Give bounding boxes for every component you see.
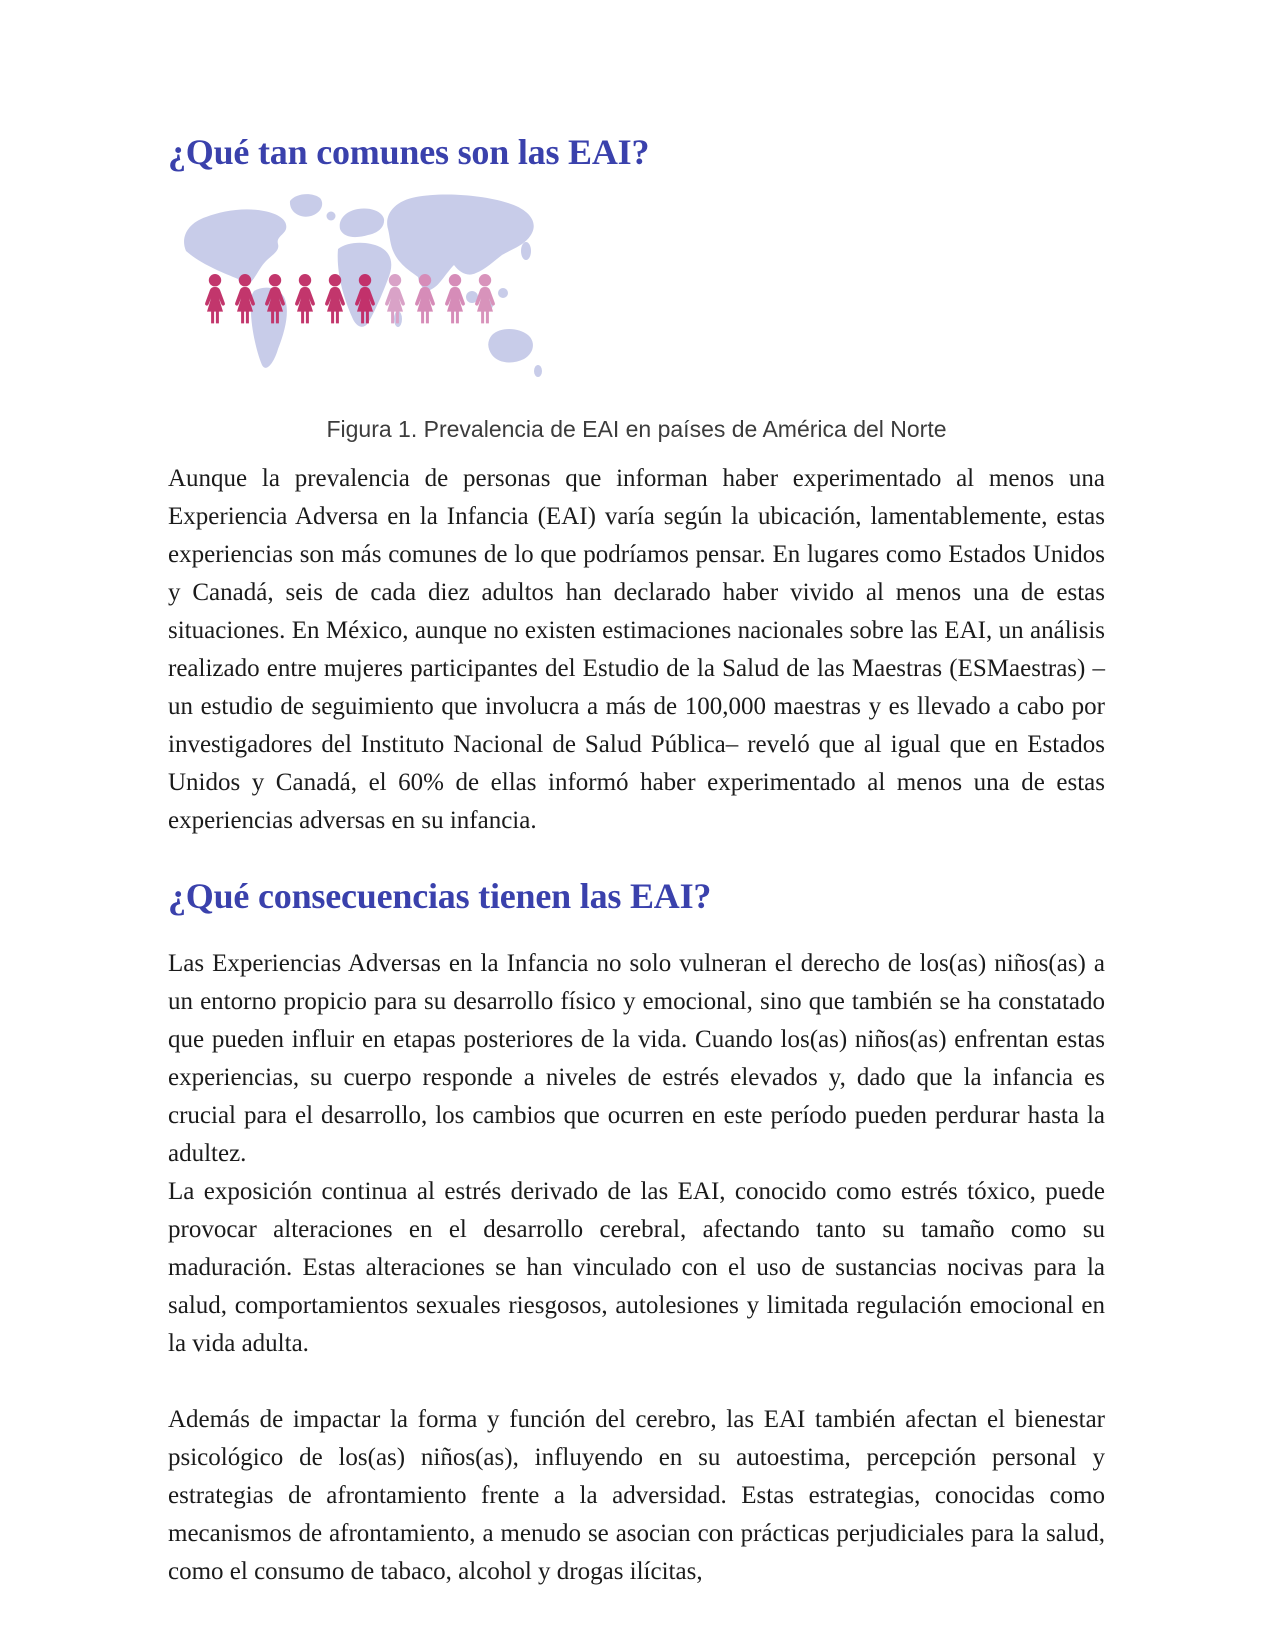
section2-heading: ¿Qué consecuencias tienen las EAI? (168, 876, 712, 916)
figure-1 (172, 189, 552, 389)
body-paragraph: Las Experiencias Adversas en la Infancia no solo vulneran el derecho de los(as) niños(as) a un entorno propicio para su desarrollo físico y emocional, sino que también se ha constatado que pueden influir en etapas posteriores de la vida. Cuando los(as) niños(as) enfrentan estas experiencias, su cuerpo responde a niveles de estrés elevados y, dado que la infancia es crucial para el desarrollo, los cambios que ocurren en este período pueden perdurar hasta la adultez. (168, 950, 1105, 1167)
prevalence-infographic (172, 189, 552, 389)
female-person-icon (205, 274, 225, 323)
section1-heading: ¿Qué tan comunes son las EAI? (168, 132, 650, 172)
body-paragraph: La exposición continua al estrés derivado de las EAI, conocido como estrés tóxico, puede provocar alteraciones en el desarrollo cerebral, afectando tanto su tamaño como su maduración. Estas alteraciones se han vinculado con el uso de sustancias nocivas para la salud, comportamientos sexuales riesgosos, autolesiones y limitada regulación emocional en la vida adulta. (168, 1178, 1105, 1357)
female-person-icon (445, 274, 465, 323)
female-person-icon (295, 274, 315, 323)
figure-caption: Figura 1. Prevalencia de EAI en países de América del Norte (326, 416, 947, 442)
female-person-icon (475, 274, 495, 323)
body-paragraph: Aunque la prevalencia de personas que informan haber experimentado al menos una Experiencia Adversa en la Infancia (EAI) varía según la ubicación, lamentablemente, estas experiencias son más comunes de lo que podríamos pensar. En lugares como Estados Unidos y Canadá, seis de cada diez adultos han declarado haber vivido al menos una de estas situaciones. En México, aunque no existen estimaciones nacionales sobre las EAI, un análisis realizado entre mujeres participantes del Estudio de la Salud de las Maestras (ESMaestras) –un estudio de seguimiento que involucra a más de 100,000 maestras y es llevado a cabo por investigadores del Instituto Nacional de Salud Pública– reveló que al igual que en Estados Unidos y Canadá, el 60% de ellas informó haber experimentado al menos una de estas experiencias adversas en su infancia. (168, 465, 1105, 834)
body-paragraph: Además de impactar la forma y función del cerebro, las EAI también afectan el bienestar psicológico de los(as) niños(as), influyendo en su autoestima, percepción personal y estrategias de afrontamiento frente a la adversidad. Estas estrategias, conocidas como mecanismos de afrontamiento, a menudo se asocian con prácticas perjudiciales para la salud, como el consumo de tabaco, alcohol y drogas ilícitas, (168, 1406, 1105, 1585)
